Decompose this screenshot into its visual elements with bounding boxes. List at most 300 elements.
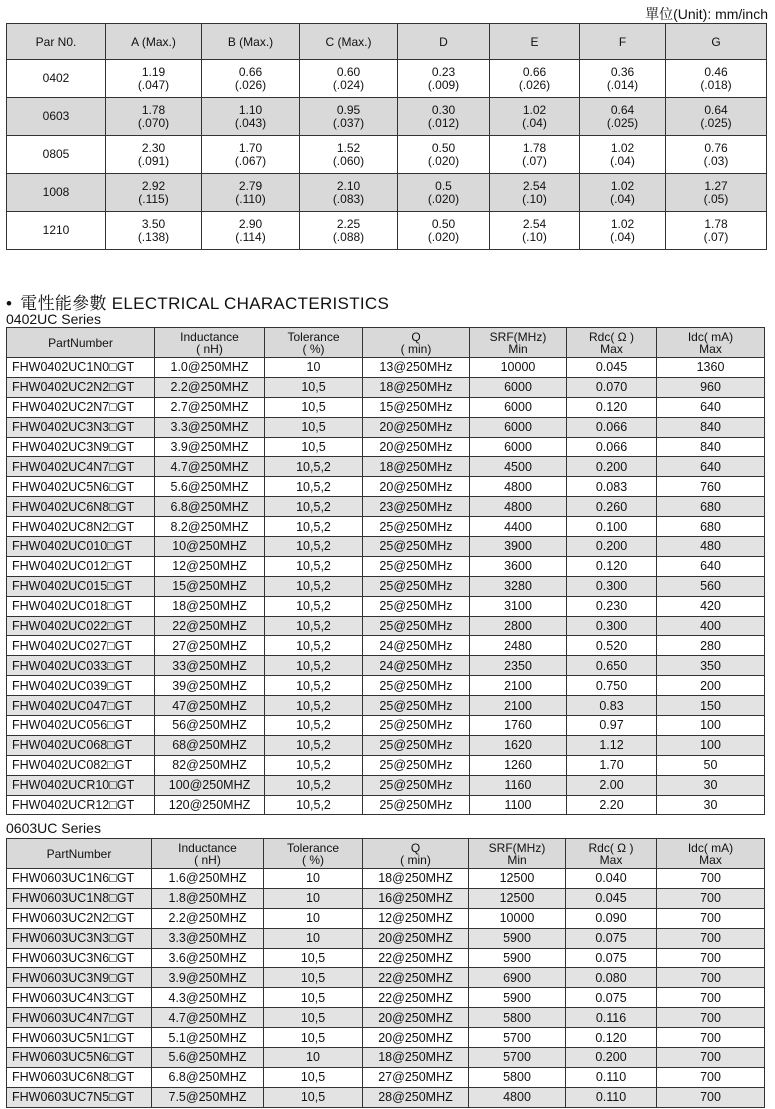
- part-number-cell: FHW0402UC3N9□GT: [7, 437, 155, 457]
- mm-value: 0.64: [610, 102, 635, 117]
- q-cell: 28@250MHZ: [363, 1087, 469, 1107]
- rdc-cell: 0.066: [567, 437, 657, 457]
- mm-value: 0.76: [704, 140, 728, 155]
- rdc-cell: 0.070: [567, 377, 657, 397]
- q-cell: 20@250MHz: [363, 437, 470, 457]
- rdc-cell: 0.650: [567, 656, 657, 676]
- rdc-cell: 0.200: [567, 537, 657, 557]
- tolerance-cell: 10,5,2: [265, 576, 363, 596]
- rdc-cell: 0.110: [566, 1067, 657, 1087]
- dimension-cell: [580, 136, 666, 174]
- mm-value: 1.02: [610, 216, 635, 231]
- tolerance-cell: 10: [264, 888, 363, 908]
- part-number-cell: FHW0402UC1N0□GT: [7, 358, 155, 378]
- tolerance-cell: 10,5,2: [265, 556, 363, 576]
- table-row: [7, 716, 765, 736]
- table-row: [7, 968, 765, 988]
- column-header: [7, 328, 155, 358]
- inductance-cell: 6.8@250MHZ: [155, 497, 265, 517]
- q-cell: 25@250MHz: [363, 696, 470, 716]
- mm-value: 1.02: [610, 140, 635, 155]
- table-row: [7, 948, 765, 968]
- srf-cell: 3900: [470, 537, 567, 557]
- mm-value: 2.90: [238, 216, 263, 231]
- q-cell: 25@250MHz: [363, 755, 470, 775]
- dimension-cell: [580, 212, 666, 250]
- mm-value: 3.50: [141, 216, 166, 231]
- q-cell: 25@250MHz: [363, 716, 470, 736]
- srf-cell: 2480: [470, 636, 567, 656]
- section-heading-text: 電性能參數 ELECTRICAL CHARACTERISTICS: [20, 294, 390, 313]
- part-number-cell: FHW0402UC015□GT: [7, 576, 155, 596]
- tolerance-cell: 10,5: [264, 1008, 363, 1028]
- part-number-cell: FHW0603UC4N3□GT: [7, 988, 152, 1008]
- dimension-cell: [580, 98, 666, 136]
- inductance-cell: 33@250MHZ: [155, 656, 265, 676]
- srf-cell: 3600: [470, 556, 567, 576]
- srf-cell: 2100: [470, 676, 567, 696]
- mm-value: 0.66: [238, 64, 263, 79]
- mm-value: 0.60: [336, 64, 361, 79]
- dimension-cell: [202, 98, 300, 136]
- tolerance-cell: 10,5,2: [265, 596, 363, 616]
- idc-cell: 700: [657, 968, 765, 988]
- header-subline: Max: [600, 341, 623, 356]
- table-row: [7, 98, 767, 136]
- part-number-cell: FHW0402UC2N7□GT: [7, 397, 155, 417]
- srf-cell: 5700: [469, 1028, 566, 1048]
- srf-cell: 10000: [469, 908, 566, 928]
- q-cell: 20@250MHZ: [363, 1008, 469, 1028]
- rdc-cell: 0.97: [567, 716, 657, 736]
- column-header: [155, 328, 265, 358]
- dimension-cell: [398, 60, 490, 98]
- tolerance-cell: 10,5,2: [265, 696, 363, 716]
- idc-cell: 700: [657, 869, 765, 889]
- mm-value: 0.64: [704, 102, 728, 117]
- part-size-cell: 1008: [7, 174, 106, 212]
- srf-cell: 4400: [470, 517, 567, 537]
- srf-cell: 5700: [469, 1048, 566, 1068]
- mm-value: 2.92: [141, 178, 166, 193]
- rdc-cell: 0.045: [566, 888, 657, 908]
- part-size-cell: 0805: [7, 136, 106, 174]
- mm-value: 2.10: [336, 178, 361, 193]
- idc-cell: 680: [657, 497, 765, 517]
- srf-cell: 4800: [470, 497, 567, 517]
- table-row: [7, 676, 765, 696]
- idc-cell: 700: [657, 1048, 765, 1068]
- rdc-cell: 1.70: [567, 755, 657, 775]
- rdc-cell: 0.075: [566, 928, 657, 948]
- part-number-cell: FHW0402UC056□GT: [7, 716, 155, 736]
- inch-value: (.026): [234, 77, 267, 92]
- mm-value: 1.19: [141, 64, 166, 79]
- header-subline: ( min): [400, 852, 431, 867]
- header-line: Inductance: [180, 329, 239, 344]
- header-line: Rdc( Ω ): [588, 840, 634, 855]
- dimension-cell: [398, 174, 490, 212]
- dimension-cell: [490, 98, 580, 136]
- srf-cell: 6000: [470, 377, 567, 397]
- idc-cell: 100: [657, 716, 765, 736]
- dimension-cell: [580, 60, 666, 98]
- rdc-cell: 0.200: [567, 457, 657, 477]
- srf-cell: 10000: [470, 358, 567, 378]
- mm-value: 1.78: [141, 102, 166, 117]
- rdc-cell: 0.83: [567, 696, 657, 716]
- dimension-cell: [490, 174, 580, 212]
- rdc-cell: 0.300: [567, 576, 657, 596]
- rdc-cell: 0.520: [567, 636, 657, 656]
- rdc-cell: 0.075: [566, 988, 657, 1008]
- srf-cell: 5900: [469, 948, 566, 968]
- part-number-cell: FHW0603UC4N7□GT: [7, 1008, 152, 1028]
- table-row: [7, 735, 765, 755]
- mm-value: 2.54: [522, 216, 547, 231]
- idc-cell: 640: [657, 397, 765, 417]
- inductance-cell: 4.7@250MHZ: [155, 457, 265, 477]
- part-number-cell: FHW0402UC010□GT: [7, 537, 155, 557]
- part-number-cell: FHW0402UC039□GT: [7, 676, 155, 696]
- rdc-cell: 0.080: [566, 968, 657, 988]
- tolerance-cell: 10: [264, 928, 363, 948]
- dimension-cell: [202, 60, 300, 98]
- rdc-cell: 0.090: [566, 908, 657, 928]
- table-row: [7, 537, 765, 557]
- dimension-cell: [490, 136, 580, 174]
- inch-value: (.009): [427, 77, 460, 92]
- header-subline: Max: [699, 341, 722, 356]
- srf-cell: 2800: [470, 616, 567, 636]
- tolerance-cell: 10: [264, 869, 363, 889]
- rdc-cell: 0.200: [566, 1048, 657, 1068]
- srf-cell: 6000: [470, 417, 567, 437]
- q-cell: 20@250MHz: [363, 477, 470, 497]
- table-row: [7, 377, 765, 397]
- inch-value: (.04): [610, 229, 635, 244]
- rdc-cell: 0.230: [567, 596, 657, 616]
- series-0603-title: 0603UC Series: [6, 820, 101, 836]
- q-cell: 25@250MHz: [363, 517, 470, 537]
- inductance-cell: 3.9@250MHZ: [152, 968, 264, 988]
- q-cell: 25@250MHz: [363, 576, 470, 596]
- inch-value: (.114): [235, 229, 266, 244]
- rdc-cell: 0.300: [567, 616, 657, 636]
- idc-cell: 400: [657, 616, 765, 636]
- part-number-cell: FHW0603UC3N3□GT: [7, 928, 152, 948]
- rdc-cell: 0.120: [567, 397, 657, 417]
- dimension-cell: [300, 60, 398, 98]
- tolerance-cell: 10,5,2: [265, 775, 363, 795]
- inductance-cell: 8.2@250MHZ: [155, 517, 265, 537]
- idc-cell: 700: [657, 888, 765, 908]
- tolerance-cell: 10: [264, 908, 363, 928]
- column-header: Par N0.: [7, 24, 106, 60]
- table-row: [7, 908, 765, 928]
- rdc-cell: 0.116: [566, 1008, 657, 1028]
- srf-cell: 3100: [470, 596, 567, 616]
- series-0402-title: 0402UC Series: [6, 311, 101, 327]
- idc-cell: 700: [657, 908, 765, 928]
- mm-value: 1.02: [610, 178, 635, 193]
- dimension-cell: [106, 136, 202, 174]
- inductance-cell: 5.6@250MHZ: [155, 477, 265, 497]
- part-number-cell: FHW0402UC012□GT: [7, 556, 155, 576]
- part-number-cell: FHW0402UC022□GT: [7, 616, 155, 636]
- tolerance-cell: 10,5,2: [265, 616, 363, 636]
- table-row: [7, 497, 765, 517]
- rdc-cell: 2.00: [567, 775, 657, 795]
- tolerance-cell: 10,5,2: [265, 735, 363, 755]
- idc-cell: 640: [657, 556, 765, 576]
- idc-cell: 350: [657, 656, 765, 676]
- part-number-cell: FHW0603UC5N6□GT: [7, 1048, 152, 1068]
- inductance-cell: 56@250MHZ: [155, 716, 265, 736]
- electrical-table-0402: [6, 327, 765, 815]
- idc-cell: 760: [657, 477, 765, 497]
- dimension-header-row: [7, 24, 767, 60]
- dimension-cell: [106, 174, 202, 212]
- header-subline: Max: [699, 852, 722, 867]
- table-header-row: [7, 328, 765, 358]
- srf-cell: 12500: [469, 869, 566, 889]
- q-cell: 25@250MHz: [363, 735, 470, 755]
- tolerance-cell: 10,5: [264, 1028, 363, 1048]
- q-cell: 13@250MHz: [363, 358, 470, 378]
- dimension-cell: [300, 136, 398, 174]
- part-number-cell: FHW0402UC082□GT: [7, 755, 155, 775]
- mm-value: 1.78: [522, 140, 547, 155]
- inductance-cell: 39@250MHZ: [155, 676, 265, 696]
- dimension-cell: [398, 136, 490, 174]
- inductance-cell: 6.8@250MHZ: [152, 1067, 264, 1087]
- table-row: [7, 928, 765, 948]
- q-cell: 24@250MHz: [363, 636, 470, 656]
- idc-cell: 840: [657, 437, 765, 457]
- inch-value: (.05): [703, 191, 729, 206]
- table-row: [7, 60, 767, 98]
- table-row: [7, 869, 765, 889]
- idc-cell: 700: [657, 1087, 765, 1107]
- part-number-cell: FHW0603UC5N1□GT: [7, 1028, 152, 1048]
- header-line: Rdc( Ω ): [589, 329, 634, 344]
- inductance-cell: 100@250MHZ: [155, 775, 265, 795]
- table-row: [7, 174, 767, 212]
- part-number-cell: FHW0603UC3N6□GT: [7, 948, 152, 968]
- inch-value: (.03): [703, 153, 729, 168]
- column-header: E: [490, 24, 580, 60]
- dimension-cell: [398, 212, 490, 250]
- rdc-cell: 0.075: [566, 948, 657, 968]
- tolerance-cell: 10,5: [265, 397, 363, 417]
- tolerance-cell: 10,5,2: [265, 656, 363, 676]
- q-cell: 25@250MHz: [363, 775, 470, 795]
- mm-value: 0.95: [336, 102, 361, 117]
- inch-value: (.060): [332, 153, 365, 168]
- tolerance-cell: 10: [264, 1048, 363, 1068]
- table-row: [7, 988, 765, 1008]
- idc-cell: 700: [657, 948, 765, 968]
- part-number-cell: FHW0402UC3N3□GT: [7, 417, 155, 437]
- mm-value: 1.10: [238, 102, 263, 117]
- mm-value: 0.30: [431, 102, 456, 117]
- inductance-cell: 47@250MHZ: [155, 696, 265, 716]
- table-row: [7, 517, 765, 537]
- table-header-row: [7, 839, 765, 869]
- srf-cell: 1760: [470, 716, 567, 736]
- column-header: [567, 328, 657, 358]
- tolerance-cell: 10,5,2: [265, 517, 363, 537]
- srf-cell: 6900: [469, 968, 566, 988]
- rdc-cell: 0.100: [567, 517, 657, 537]
- srf-cell: 12500: [469, 888, 566, 908]
- table-body: [7, 869, 765, 1108]
- srf-cell: 2350: [470, 656, 567, 676]
- inductance-cell: 3.3@250MHZ: [152, 928, 264, 948]
- column-header: [657, 839, 765, 869]
- srf-cell: 2100: [470, 696, 567, 716]
- part-number-cell: FHW0402UC5N6□GT: [7, 477, 155, 497]
- inductance-cell: 120@250MHZ: [155, 795, 265, 815]
- inductance-cell: 12@250MHZ: [155, 556, 265, 576]
- header-line: Inductance: [178, 840, 237, 855]
- table-row: [7, 656, 765, 676]
- table-row: [7, 596, 765, 616]
- srf-cell: 5800: [469, 1008, 566, 1028]
- srf-cell: 4800: [470, 477, 567, 497]
- dimension-cell: [106, 60, 202, 98]
- srf-cell: 6000: [470, 397, 567, 417]
- header-subline: ( %): [302, 341, 325, 356]
- inch-value: (.10): [522, 191, 547, 206]
- q-cell: 25@250MHz: [363, 596, 470, 616]
- idc-cell: 700: [657, 1067, 765, 1087]
- inductance-cell: 2.7@250MHZ: [155, 397, 265, 417]
- mm-value: 0.50: [431, 140, 456, 155]
- tolerance-cell: 10,5: [264, 968, 363, 988]
- bullet-icon: •: [6, 294, 13, 313]
- inch-value: (.024): [332, 77, 365, 92]
- inductance-cell: 3.6@250MHZ: [152, 948, 264, 968]
- rdc-cell: 0.045: [567, 358, 657, 378]
- inductance-cell: 1.0@250MHZ: [155, 358, 265, 378]
- part-number-cell: FHW0402UC018□GT: [7, 596, 155, 616]
- inch-value: (.014): [606, 77, 639, 92]
- inch-value: (.025): [700, 115, 732, 130]
- header-subline: Min: [507, 852, 527, 867]
- table-row: [7, 556, 765, 576]
- tolerance-cell: 10,5: [264, 1087, 363, 1107]
- tolerance-cell: 10,5: [264, 1067, 363, 1087]
- idc-cell: 150: [657, 696, 765, 716]
- column-header: [657, 328, 765, 358]
- dimension-cell: [106, 98, 202, 136]
- inductance-cell: 2.2@250MHZ: [155, 377, 265, 397]
- dimension-cell: [202, 136, 300, 174]
- part-number-cell: FHW0603UC3N9□GT: [7, 968, 152, 988]
- column-header: F: [580, 24, 666, 60]
- srf-cell: 6000: [470, 437, 567, 457]
- q-cell: 18@250MHz: [363, 457, 470, 477]
- table-row: [7, 136, 767, 174]
- inch-value: (.04): [610, 191, 635, 206]
- inch-value: (.04): [610, 153, 635, 168]
- q-cell: 18@250MHz: [363, 377, 470, 397]
- table-row: [7, 1067, 765, 1087]
- q-cell: 15@250MHz: [363, 397, 470, 417]
- dimension-table: [6, 23, 767, 250]
- q-cell: 24@250MHz: [363, 656, 470, 676]
- inch-value: (.026): [518, 77, 551, 92]
- mm-value: 1.78: [704, 216, 728, 231]
- inch-value: (.10): [522, 229, 547, 244]
- mm-value: 1.27: [704, 178, 728, 193]
- tolerance-cell: 10,5,2: [265, 716, 363, 736]
- inductance-cell: 10@250MHZ: [155, 537, 265, 557]
- column-header: [469, 839, 566, 869]
- mm-value: 0.5: [435, 178, 452, 193]
- mm-value: 0.50: [431, 216, 456, 231]
- table-row: [7, 1028, 765, 1048]
- table-row: [7, 636, 765, 656]
- mm-value: 1.02: [522, 102, 547, 117]
- dimension-cell: [580, 174, 666, 212]
- column-header: [363, 328, 470, 358]
- mm-value: 0.23: [431, 64, 456, 79]
- tolerance-cell: 10,5: [264, 948, 363, 968]
- q-cell: 25@250MHz: [363, 676, 470, 696]
- q-cell: 20@250MHZ: [363, 1028, 469, 1048]
- srf-cell: 1620: [470, 735, 567, 755]
- part-number-cell: FHW0402UC068□GT: [7, 735, 155, 755]
- inductance-cell: 1.6@250MHZ: [152, 869, 264, 889]
- part-number-cell: FHW0603UC1N6□GT: [7, 869, 152, 889]
- part-size-cell: 0402: [7, 60, 106, 98]
- part-number-cell: FHW0603UC7N5□GT: [7, 1087, 152, 1107]
- mm-value: 2.30: [141, 140, 166, 155]
- inch-value: (.012): [427, 115, 460, 130]
- dimension-cell: [490, 212, 580, 250]
- srf-cell: 1160: [470, 775, 567, 795]
- header-subline: ( nH): [196, 341, 223, 356]
- dimension-cell: [202, 212, 300, 250]
- unit-label: 單位(Unit): mm/inch: [645, 6, 768, 22]
- idc-cell: 30: [657, 795, 765, 815]
- column-header: [470, 328, 567, 358]
- rdc-cell: 0.110: [566, 1087, 657, 1107]
- mm-value: 0.36: [610, 64, 635, 79]
- q-cell: 20@250MHz: [363, 417, 470, 437]
- dimension-cell: [300, 174, 398, 212]
- header-line: SRF(MHz): [489, 329, 547, 344]
- part-number-cell: FHW0402UC6N8□GT: [7, 497, 155, 517]
- inductance-cell: 22@250MHZ: [155, 616, 265, 636]
- q-cell: 25@250MHz: [363, 556, 470, 576]
- idc-cell: 200: [657, 676, 765, 696]
- inductance-cell: 5.1@250MHZ: [152, 1028, 264, 1048]
- rdc-cell: 0.040: [566, 869, 657, 889]
- srf-cell: 5900: [469, 988, 566, 1008]
- header-subline: ( nH): [194, 852, 221, 867]
- inductance-cell: 27@250MHZ: [155, 636, 265, 656]
- inch-value: (.091): [137, 153, 170, 168]
- column-header: [152, 839, 264, 869]
- idc-cell: 700: [657, 1028, 765, 1048]
- header-subline: ( %): [302, 852, 324, 867]
- mm-value: 1.70: [238, 140, 263, 155]
- part-number-cell: FHW0402UCR12□GT: [7, 795, 155, 815]
